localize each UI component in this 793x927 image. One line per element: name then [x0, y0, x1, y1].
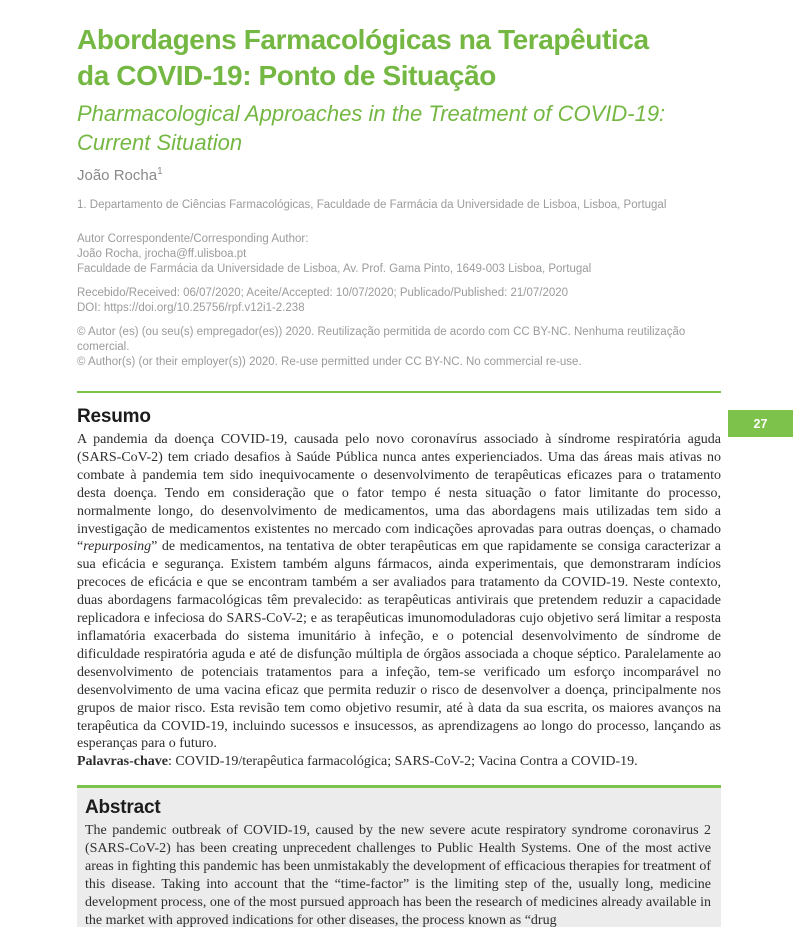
author-name: [77, 166, 721, 184]
resumo-paragraph: [77, 431, 721, 753]
copyright-line-en: © Author(s) (or their employer(s)) 2020. Re-use permitted under CC BY-NC. No commercial re-use.: [77, 356, 582, 368]
correspondence-name-email: João Rocha, jrocha@ff.ulisboa.pt: [77, 248, 247, 260]
article-title-line-2: da COVID-19: Ponto de Situação: [77, 60, 496, 91]
resumo-text-post: ” de medicamentos, na tentativa de obter terapêuticas em que rapidamente se consiga caracterizar a sua eficácia e segurança. Existem também alguns fármacos, ainda experimentais, que demonstraram indícios precoces de eficácia e que se encontram também a ser avaliados para tratamento da COVID-19. Neste contexto, duas abordagens farmacológicas têm prevalecido: as terapêuticas antivirais que pretendem reduzir a capacidade replicadora e infeciosa do SARS-CoV-2; e as terapêuticas imunomoduladoras cujo objetivo será limitar a resposta inflamatória exacerbada do sistema imunitário à infeção, e o potencial desenvolvimento de síndrome de dificuldade respiratória aguda e até de disfunção múltipla de órgãos associada a choque séptico. Paralelamente ao desenvolvimento de potenciais tratamentos para a infeção, tem-se verificado um esforço incomparável no desenvolvimento de uma vacina eficaz que permita reduzir o risco de desenvolver a doença, principalmente nos grupos de maior risco. Esta revisão tem como objetivo resumir, até à data da sua escrita, os maiores avanços na terapêutica da COVID-19, incluindo sucessos e insucessos, as aprendizagens ao longo do processo, lançando as esperanças para o futuro.: [77, 539, 721, 752]
article-title: [77, 22, 721, 94]
author-affiliation-superscript: 1: [157, 166, 163, 177]
keywords-text: : COVID-19/terapêutica farmacológica; SARS-CoV-2; Vacina Contra a COVID-19.: [167, 754, 638, 770]
article-subtitle-english: [77, 99, 721, 157]
doi-line: DOI: https://doi.org/10.25756/rpf.v12i1-2.238: [77, 302, 305, 314]
keywords-line: [77, 753, 721, 771]
abstract-heading: Abstract: [85, 797, 161, 819]
article-subtitle-line-2: Current Situation: [77, 130, 243, 155]
resumo-italic-term: repurposing: [83, 539, 152, 555]
section-divider-rule: [77, 391, 721, 393]
correspondence-block: [77, 232, 721, 277]
resumo-heading: Resumo: [77, 406, 151, 427]
page-number-text: 27: [753, 416, 768, 431]
author-name-text: João Rocha: [77, 167, 158, 184]
article-title-line-1: Abordagens Farmacológicas na Terapêutica: [77, 24, 649, 55]
received-accepted-published-line: Recebido/Received: 06/07/2020; Aceite/Accepted: 10/07/2020; Publicado/Published: 21/07/2020: [77, 287, 569, 299]
page-number-tab: [728, 410, 793, 437]
copyright-block: [77, 325, 721, 370]
keywords-label: Palavras-chave: [77, 754, 168, 770]
resumo-text-pre: A pandemia da doença COVID-19, causada pelo novo coronavírus associado à síndrome respiratória aguda (SARS-CoV-2) tem criado desafios à Saúde Pública nunca antes experienciados. Uma das áreas mais ativas no combate à pandemia tem sido inequivocamente o desenvolvimento de terapêuticas eficazes para o tratamento desta doença. Tendo em consideração que o fator tempo é nesta situação o fator limitante do processo, normalmente longo, do desenvolvimento de medicamentos, uma das abordagens mais utilizadas tem sido a investigação de medicamentos existentes no mercado com indicações aprovadas para outras doenças, o chamado “: [77, 432, 721, 555]
affiliation-line: 1. Departamento de Ciências Farmacológicas, Faculdade de Farmácia da Universidade de Lisboa, Lisboa, Portugal: [77, 199, 667, 211]
article-content-column: [77, 0, 721, 927]
correspondence-label: Autor Correspondente/Corresponding Author:: [77, 233, 309, 245]
article-subtitle-line-1: Pharmacological Approaches in the Treatment of COVID-19:: [77, 101, 666, 126]
dates-block: [77, 286, 721, 316]
correspondence-address: Faculdade de Farmácia da Universidade de Lisboa, Av. Prof. Gama Pinto, 1649-003 Lisboa, Portugal: [77, 263, 592, 275]
abstract-section-box: [77, 785, 721, 927]
abstract-paragraph: The pandemic outbreak of COVID-19, caused by the new severe acute respiratory syndrome coronavirus 2 (SARS-CoV-2) has been creating unprecedent challenges to Public Health Systems. One of the most active areas in fighting this pandemic has been unmistakably the development of efficacious therapies for treatment of this disease. Taking into account that the “time-factor” is the limiting step of the, usually long, medicine development process, one of the most pursued approach has been the research of medicines already available in the market with approved indications for other diseases, the process known as “drug: [85, 823, 711, 927]
copyright-line-pt: © Autor (es) (ou seu(s) empregador(es)) 2020. Reutilização permitida de acordo com CC BY-NC. Nenhuma reutilização comercial.: [77, 326, 686, 353]
